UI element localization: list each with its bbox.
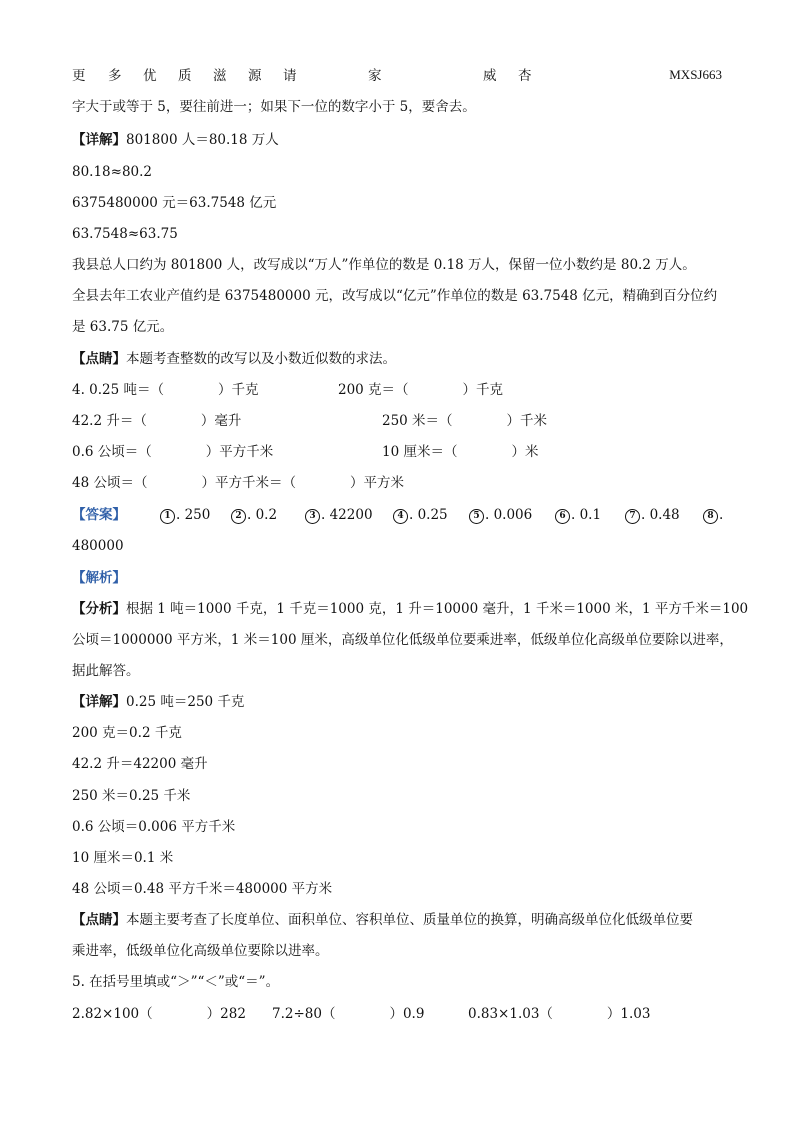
q4-detail: 【详解】0.25 吨＝250 千克 [72, 694, 245, 710]
answer-item: 1 . 250 [160, 506, 210, 524]
q4-item: 200 克＝（ ）千克 [338, 382, 504, 398]
header-char: 源 [248, 68, 262, 84]
q5-title: 5. 在括号里填或“＞”“＜”或“＝”。 [72, 974, 280, 990]
comment-label: 【点睛】 [72, 912, 126, 928]
header-char: 家 [368, 68, 382, 84]
answer-item: 8 . [703, 506, 723, 524]
analysis-label: 【解析】 [72, 570, 126, 586]
analysis-line: 【分析】根据 1 吨＝1000 千克，1 千克＝1000 克，1 升＝10000 毫升，1 千米＝1000 米，1 平方千米＝100 [72, 601, 749, 617]
q3-line: 6375480000 元＝63.7548 亿元 [72, 195, 277, 211]
header-char: 优 [143, 68, 157, 84]
q3-comment [72, 350, 396, 368]
header-char: 更 [72, 68, 86, 84]
q3-intro: 字大于或等于 5，要往前进一；如果下一位的数字小于 5，要舍去。 [72, 99, 476, 115]
header-char: 威 [483, 68, 497, 84]
detail-line: 42.2 升＝42200 毫升 [72, 756, 208, 772]
detail-text: 801800 人＝80.18 万人 [126, 132, 279, 148]
q4-item: 42.2 升＝（ ）毫升 [72, 413, 242, 429]
circled-number-icon: 2 [231, 509, 246, 524]
comment-line: 乘进率，低级单位化高级单位要除以进率。 [72, 943, 329, 959]
answer-item: 6 . 0.1 [555, 506, 601, 524]
circled-number-icon: 6 [555, 509, 570, 524]
analysis-line: 公顷＝1000000 平方米，1 米＝100 厘米，高级单位化低级单位要乘进率，低级单位化高级单位要除以进率， [72, 632, 733, 648]
answer-item: 3 . 42200 [305, 506, 373, 524]
detail-label: 【详解】 [72, 694, 126, 710]
q4-item: 0.6 公顷＝（ ）平方千米 [72, 444, 274, 460]
circled-number-icon: 3 [305, 509, 320, 524]
header-char: 滋 [213, 68, 227, 84]
q3-detail [72, 131, 279, 149]
q4-item: 48 公顷＝（ ）平方千米＝（ ）平方米 [72, 475, 404, 491]
header-char: 质 [178, 68, 192, 84]
q4-item: 250 米＝（ ）千米 [382, 413, 548, 429]
header-code: MXSJ663 [669, 67, 722, 82]
answer-item: 2 . 0.2 [231, 506, 277, 524]
comment-label: 【点睛】 [72, 351, 126, 367]
q5-item: 0.83×1.03（ ）1.03 [468, 1006, 651, 1022]
detail-line: 48 公顷＝0.48 平方千米＝480000 平方米 [72, 881, 333, 897]
detail-line: 250 米＝0.25 千米 [72, 788, 191, 804]
analysis-line: 据此解答。 [72, 663, 140, 679]
header-char: 请 [283, 68, 297, 84]
circled-number-icon: 8 [703, 509, 718, 524]
detail-label: 【详解】 [72, 132, 126, 148]
q3-line: 我县总人口约为 801800 人，改写成以“万人”作单位的数是 0.18 万人，保留一位小数约是 80.2 万人。 [72, 257, 696, 273]
circled-number-icon: 1 [160, 509, 175, 524]
q5-item: 2.82×100（ ）282 [72, 1006, 246, 1022]
analysis-sub-label: 【分析】 [72, 601, 126, 617]
answer-item: 4 . 0.25 [393, 506, 448, 524]
q3-line: 是 63.75 亿元。 [72, 319, 174, 335]
q3-line: 全县去年工农业产值约是 6375480000 元，改写成以“亿元”作单位的数是 63.7548 亿元，精确到百分位约 [72, 288, 718, 304]
circled-number-icon: 7 [625, 509, 640, 524]
detail-line: 10 厘米＝0.1 米 [72, 850, 174, 866]
q4-comment: 【点睛】本题主要考查了长度单位、面积单位、容积单位、质量单位的换算，明确高级单位化低级单位要 [72, 912, 693, 928]
answer-item: 7 . 0.48 [625, 506, 680, 524]
circled-number-icon: 5 [469, 509, 484, 524]
header-char: 杏 [518, 68, 532, 84]
q3-line: 63.7548≈63.75 [72, 226, 178, 242]
q4-item: 10 厘米＝（ ）米 [382, 444, 539, 460]
comment-text: 本题考查整数的改写以及小数近似数的求法。 [126, 351, 396, 367]
answer-item: 5 . 0.006 [469, 506, 532, 524]
header-char: 多 [108, 68, 122, 84]
q5-item: 7.2÷80（ ）0.9 [272, 1006, 425, 1022]
detail-line: 200 克＝0.2 千克 [72, 725, 182, 741]
q4-item: 4. 0.25 吨＝（ ）千克 [72, 382, 259, 398]
answer-wrap: 480000 [72, 538, 124, 554]
detail-line: 0.6 公顷＝0.006 平方千米 [72, 819, 236, 835]
answer-label: 【答案】 [72, 507, 126, 523]
q3-line: 80.18≈80.2 [72, 164, 153, 180]
circled-number-icon: 4 [393, 509, 408, 524]
